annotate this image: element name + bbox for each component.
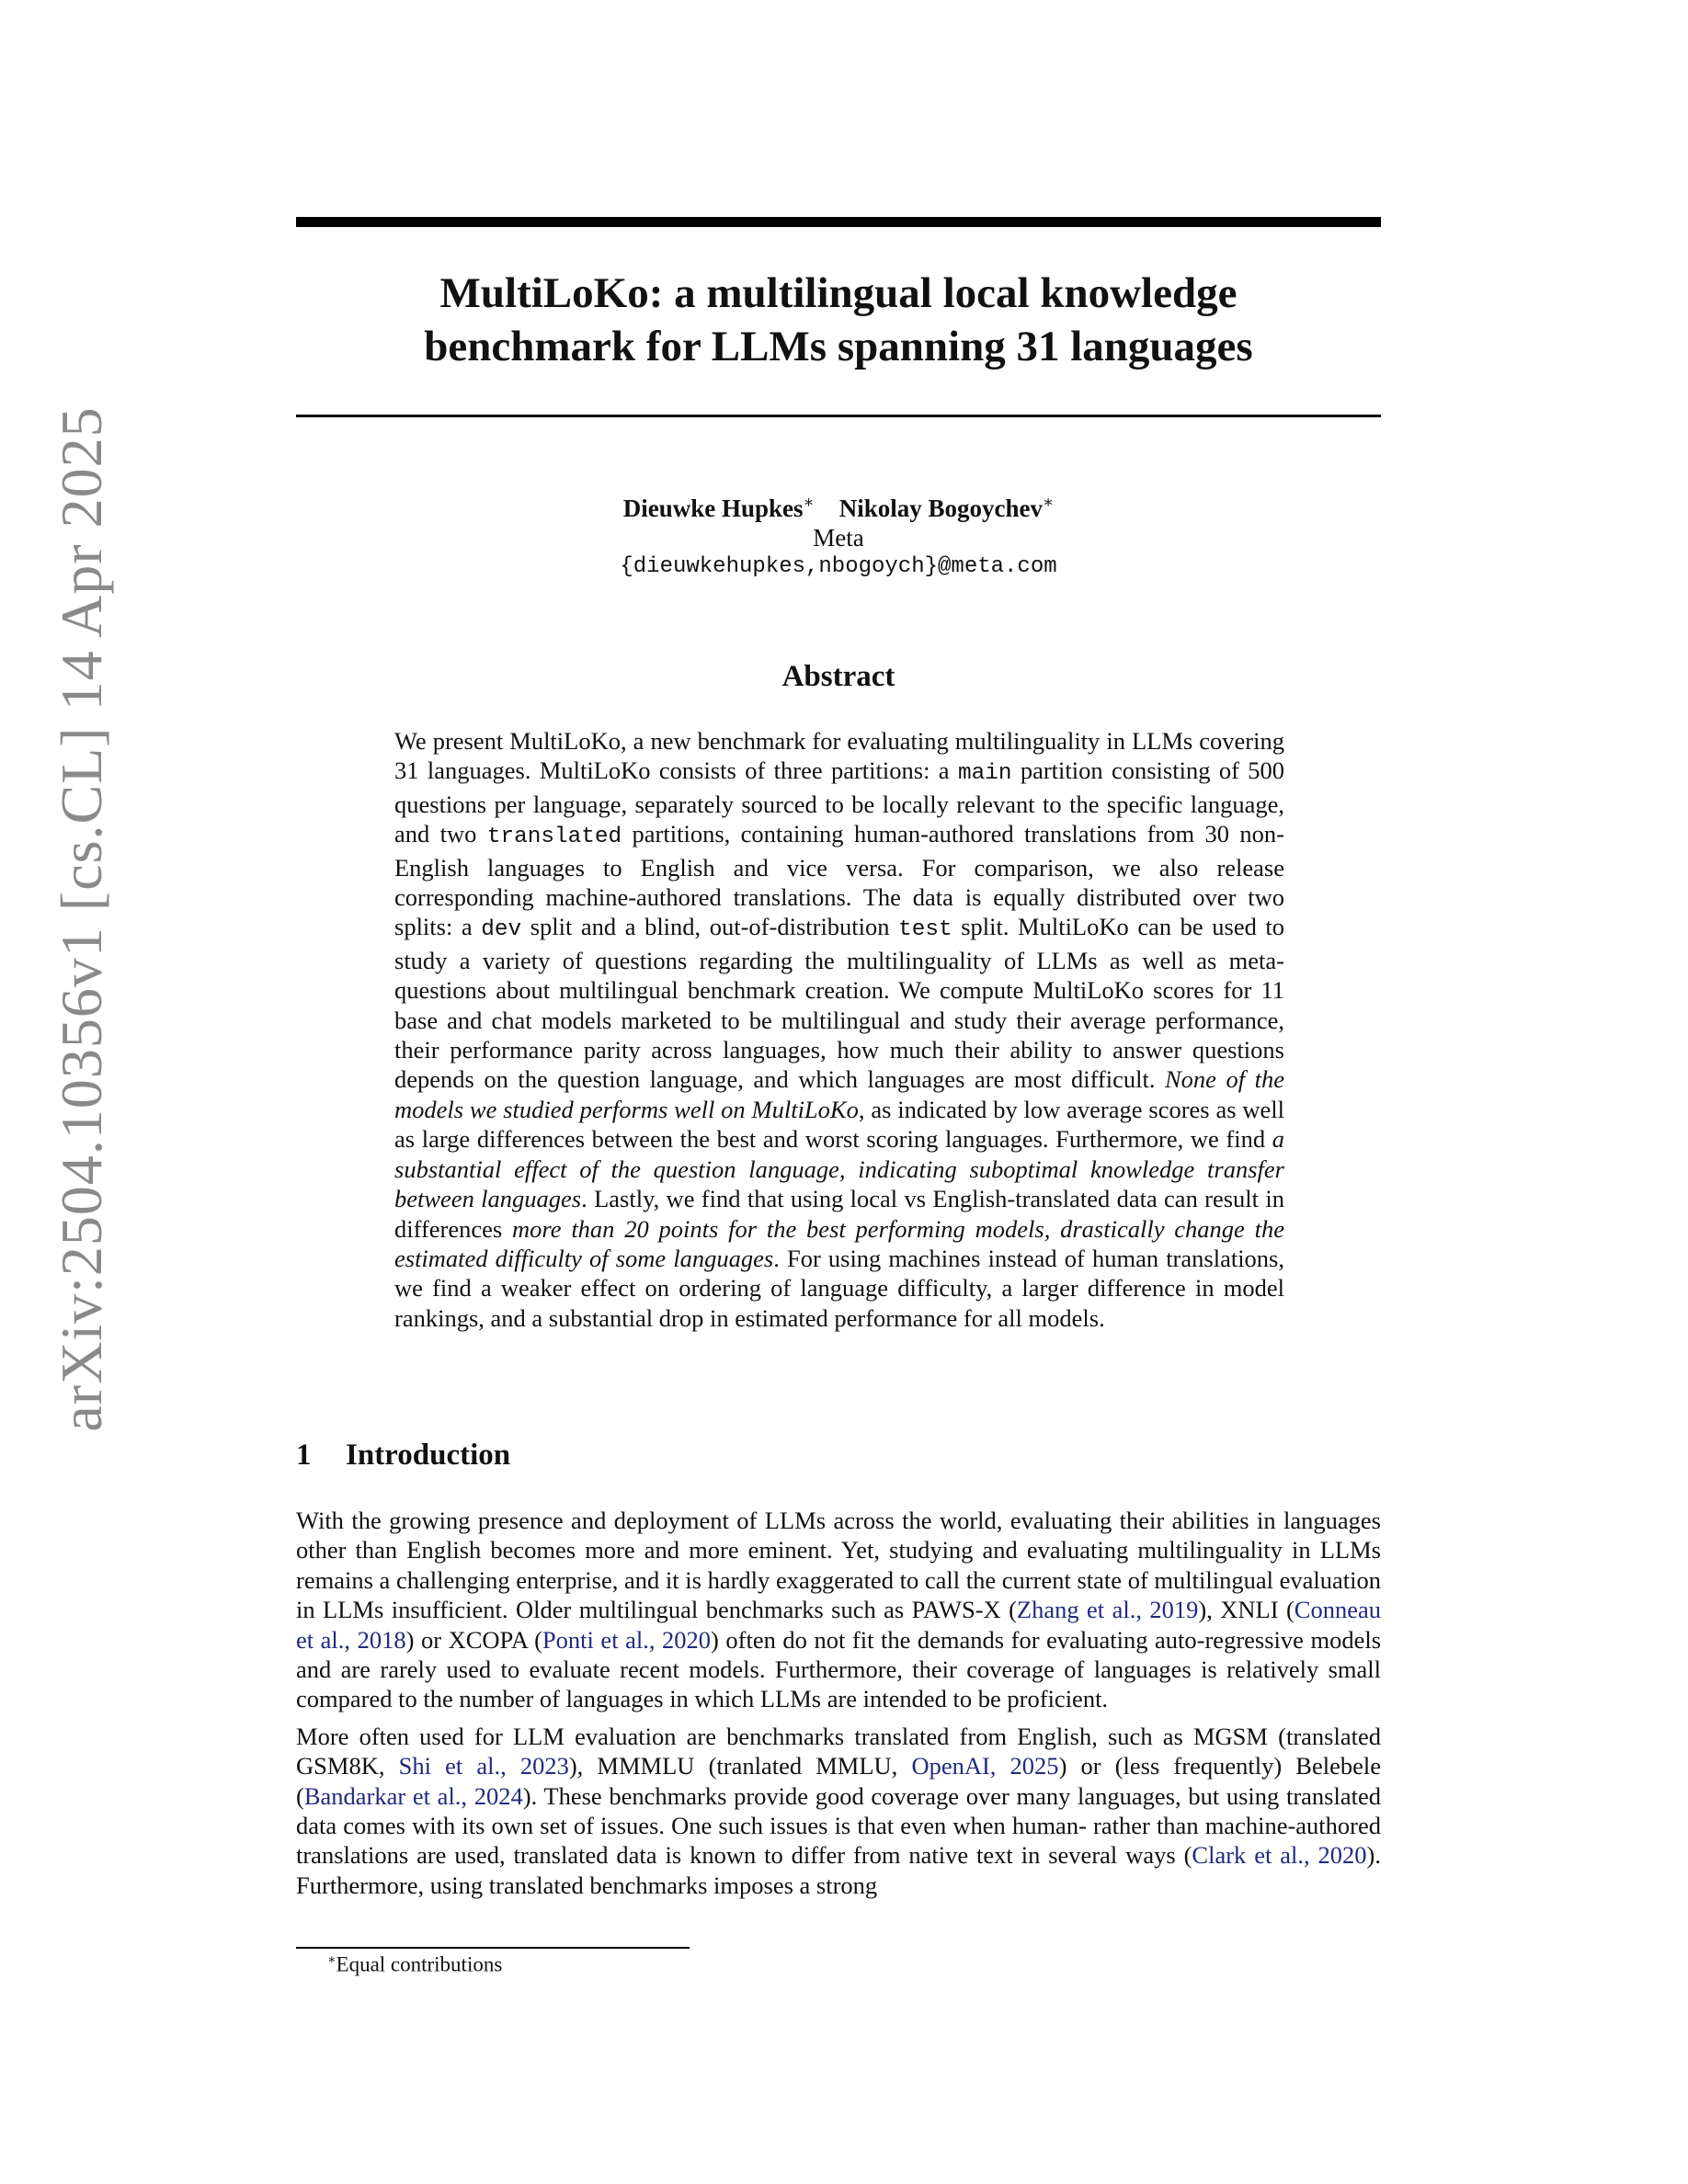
author-name: Nikolay Bogoychev <box>838 495 1044 522</box>
abstract-heading: Abstract <box>781 660 895 693</box>
citation-link[interactable]: Ponti et al., 2020 <box>542 1625 712 1654</box>
section-heading-introduction <box>296 1439 510 1473</box>
citation-link[interactable]: Clark et al., 2020 <box>1192 1841 1367 1870</box>
section-number: 1 <box>296 1439 312 1472</box>
arxiv-identifier: arXiv:2504.10356v1 [cs.CL] 14 Apr 2025 <box>49 406 114 1432</box>
title-line-2: benchmark for LLMs spanning 31 languages <box>424 323 1253 370</box>
title-bottom-rule <box>296 415 1381 417</box>
paper-title <box>296 267 1381 373</box>
title-top-rule <box>296 217 1381 227</box>
title-line-1: MultiLoKo: a multilingual local knowledge <box>439 269 1237 317</box>
paragraph: With the growing presence and deployment of LLMs across the world, evaluating their abilities in languages other than English becomes more and more eminent. Yet, studying and evaluating multilinguality in LLMs remains a challenging enterprise, and it is hardly exaggerated to call the current state of multilingual evaluation in LLMs insufficient. Older multilingual benchmarks such as PAWS-X (Zhang et al., 2019), XNLI (Conneau et al., 2018) or XCOPA (Ponti et al., 2020) often do not fit the demands for evaluating auto-regressive models and are rarely used to evaluate recent models. Furthermore, their coverage of languages is relatively small compared to the number of languages in which LLMs are intended to be proficient. <box>296 1507 1382 1713</box>
footnote <box>327 1952 502 1977</box>
section-title: Introduction <box>346 1439 511 1472</box>
introduction-body <box>296 1506 1381 1907</box>
affiliation: Meta <box>813 524 864 552</box>
citation-link[interactable]: Conneau et al., 2018 <box>296 1596 1381 1654</box>
author-block <box>296 487 1381 582</box>
equal-contribution-mark: ∗ <box>1043 493 1055 511</box>
author-names <box>296 487 1381 523</box>
abstract-text: We present MultiLoKo, a new benchmark for evaluating multilinguality in LLMs covering 31 languages. MultiLoKo consists of three partitions: a main partition consisting of 500 questions per language, separately sourced to be locally relevant to the specific language, and two translated partitions, containing human-authored translations from 30 non-English languages to English and vice versa. For comparison, we also release corresponding machine-authored translations. The data is equally distributed over two splits: a dev split and a blind, out-of-distribution test split. MultiLoKo can be used to study a variety of questions regarding the multilinguality of LLMs as well as meta-questions about multilingual benchmark creation. We compute MultiLoKo scores for 11 base and chat models marketed to be multilingual and study their average performance, their performance parity across languages, how much their ability to answer questions depends on the question language, and which languages are most difficult. None of the models we studied performs well on MultiLoKo, as indicated by low average scores as well as large differences between the best and worst scoring languages. Furthermore, we find a substantial effect of the question language, indicating suboptimal knowledge transfer between languages. Lastly, we find that using local vs English-translated data can result in differences more than 20 points for the best performing models, drastically change the estimated difficulty of some languages. For using machines instead of human translations, we find a weaker effect on ordering of language difficulty, a larger difference in model rankings, and a substantial drop in estimated performance for all models. <box>394 727 1285 1332</box>
author-email: {dieuwkehupkes,nbogoych}@meta.com <box>620 554 1057 579</box>
footnote-mark: ∗ <box>327 1953 336 1967</box>
author-name: Dieuwke Hupkes <box>622 495 804 522</box>
citation-link[interactable]: OpenAI, 2025 <box>911 1752 1059 1780</box>
citation-link[interactable]: Bandarkar et al., 2024 <box>303 1781 523 1810</box>
citation-link[interactable]: Shi et al., 2023 <box>398 1752 569 1780</box>
equal-contribution-mark: ∗ <box>803 493 815 511</box>
footnote-text: Equal contributions <box>336 1952 503 1976</box>
paragraph: More often used for LLM evaluation are benchmarks translated from English, such as MGSM (translated GSM8K, Shi et al., 2023), MMMLU (tranlated MMLU, OpenAI, 2025) or (less frequently) Belebele (Bandarkar et al., 2024). These benchmarks provide good coverage over many languages, but using translated data comes with its own set of issues. One such issues is that even when human- rather than machine-authored translations are used, translated data is known to differ from native text in several ways (Clark et al., 2020). Furthermore, using translated benchmarks imposes a strong <box>296 1722 1381 1899</box>
footnote-rule <box>296 1947 690 1949</box>
citation-link[interactable]: Zhang et al., 2019 <box>1016 1596 1199 1624</box>
